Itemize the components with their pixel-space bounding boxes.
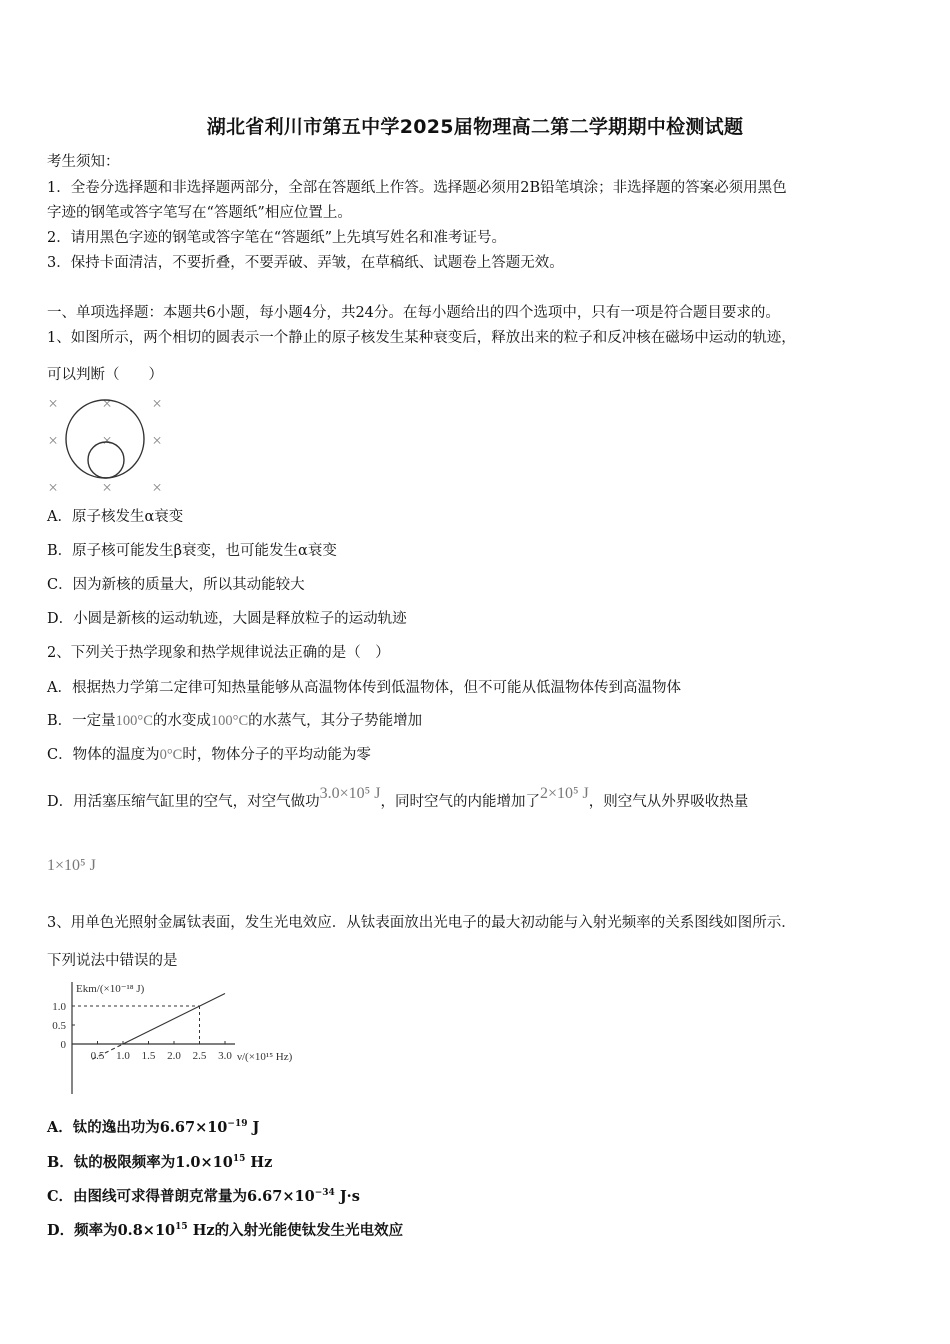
q2-b-mid: 的水变成 [152, 713, 211, 729]
field-mark: × [48, 431, 58, 450]
x-tick-label: 1.0 [116, 1050, 130, 1062]
q3-d-pre: D．频率为0.8×10 [47, 1222, 176, 1239]
x-tick-label: 0.5 [90, 1050, 105, 1062]
q2-option-d[interactable] [47, 785, 749, 812]
y-tick-label: 1.0 [52, 1001, 66, 1013]
q2-d-post: ，则空气从外界吸收热量 [588, 794, 749, 810]
q3-d-post: Hz的入射光能使钛发生光电效应 [187, 1222, 404, 1239]
field-mark: × [152, 394, 162, 413]
x-tick-label: 2.0 [167, 1050, 181, 1062]
q2-option-b[interactable] [47, 711, 422, 731]
notice-heading: 考生须知： [47, 154, 120, 170]
x-tick-label: 2.5 [192, 1050, 207, 1062]
q1-option-d[interactable]: D．小圆是新核的运动轨迹，大圆是释放粒子的运动轨迹 [47, 611, 407, 627]
x-tick-label: 3.0 [218, 1050, 232, 1062]
q2-option-c[interactable] [47, 745, 371, 765]
q3-b-pre: B．钛的极限频率为1.0×10 [47, 1154, 233, 1171]
q3-a-pre: A．钛的逸出功为6.67×10 [47, 1119, 228, 1136]
q3-d-exp: 15 [175, 1222, 188, 1233]
q3-option-c[interactable] [47, 1187, 360, 1207]
q2-d-value-1: 3.0×10⁵ J [319, 785, 381, 802]
field-mark: × [48, 478, 58, 497]
q2-d-pre: D．用活塞压缩气缸里的空气，对空气做功 [47, 794, 320, 810]
series-line [123, 993, 225, 1044]
q2-b-temp-2: 100°C [210, 713, 249, 729]
q2-b-pre: B．一定量 [47, 713, 116, 729]
q2-c-pre: C．物体的温度为 [47, 747, 160, 763]
q2-d-value-3: 1×10⁵ J [47, 857, 96, 874]
q3-stem-a: 3、用单色光照射金属钛表面，发生光电效应．从钛表面放出光电子的最大初动能与入射光频率的关系图线如图所示． [47, 915, 796, 931]
q3-c-exp: −34 [314, 1188, 335, 1199]
field-mark: × [102, 431, 112, 450]
q3-c-post: J·s [334, 1188, 360, 1205]
q1-option-a[interactable]: A．原子核发生α衰变 [47, 509, 184, 525]
q3-chart [40, 978, 330, 1096]
q2-stem: 2、下列关于热学现象和热学规律说法正确的是（ ） [47, 645, 390, 661]
field-mark: × [152, 431, 162, 450]
y-tick-label: 0 [60, 1039, 66, 1051]
q1-option-c[interactable]: C．因为新核的质量大，所以其动能较大 [47, 577, 305, 593]
q3-a-post: J [247, 1119, 260, 1136]
q2-d-value-2: 2×10⁵ J [539, 785, 589, 802]
q2-option-a[interactable]: A．根据热力学第二定律可知热量能够从高温物体传到低温物体，但不可能从低温物体传到高温物体 [47, 680, 681, 696]
x-axis-label: ν/(×10¹⁵ Hz) [237, 1051, 293, 1063]
notice-line-1a: 1．全卷分选择题和非选择题两部分，全部在答题纸上作答。选择题必须用2B铅笔填涂；非选择题的答案必须用黑色 [47, 180, 787, 196]
q3-c-pre: C．由图线可求得普朗克常量为6.67×10 [47, 1188, 315, 1205]
q3-option-d[interactable] [47, 1221, 403, 1241]
y-axis-label: Ekm/(×10⁻¹⁸ J) [76, 983, 145, 995]
q1-stem-a: 1、如图所示，两个相切的圆表示一个静止的原子核发生某种衰变后，释放出来的粒子和反冲核在磁场中运动的轨迹， [47, 330, 796, 346]
q3-a-exp: −19 [227, 1119, 248, 1130]
field-mark: × [48, 394, 58, 413]
q3-b-exp: 15 [232, 1154, 246, 1165]
q2-d-mid: ，同时空气的内能增加了 [380, 794, 540, 810]
q2-b-temp-1: 100°C [115, 713, 153, 729]
q1-figure [40, 392, 170, 500]
y-tick-label: 0.5 [52, 1020, 66, 1032]
q3-b-post: Hz [245, 1154, 273, 1171]
section-heading: 一、单项选择题：本题共6小题，每小题4分，共24分。在每小题给出的四个选项中，只有一项是符合题目要求的。 [47, 305, 780, 321]
q3-option-b[interactable] [47, 1153, 272, 1173]
field-mark: × [102, 478, 112, 497]
page-title: 湖北省利川市第五中学2025届物理高二第二学期期中检测试题 [206, 116, 744, 138]
q1-option-b[interactable]: B．原子核可能发生β衰变，也可能发生α衰变 [47, 543, 337, 559]
notice-line-3: 3．保持卡面清洁，不要折叠，不要弄破、弄皱，在草稿纸、试题卷上答题无效。 [47, 255, 564, 271]
q2-c-temp: 0°C [159, 747, 183, 763]
x-tick-label: 1.5 [141, 1050, 156, 1062]
q3-option-a[interactable] [47, 1118, 259, 1138]
q2-b-post: 的水蒸气，其分子势能增加 [248, 713, 423, 729]
field-mark: × [152, 478, 162, 497]
q2-c-post: 时，物体分子的平均动能为零 [182, 747, 371, 763]
notice-line-1b: 字迹的钢笔或答字笔写在“答题纸”相应位置上。 [47, 205, 352, 221]
field-mark: × [102, 394, 112, 413]
notice-line-2: 2．请用黑色字迹的钢笔或答字笔在“答题纸”上先填写姓名和准考证号。 [47, 230, 507, 246]
q1-stem-b: 可以判断（ ） [47, 367, 163, 383]
q3-stem-b: 下列说法中错误的是 [47, 953, 178, 969]
